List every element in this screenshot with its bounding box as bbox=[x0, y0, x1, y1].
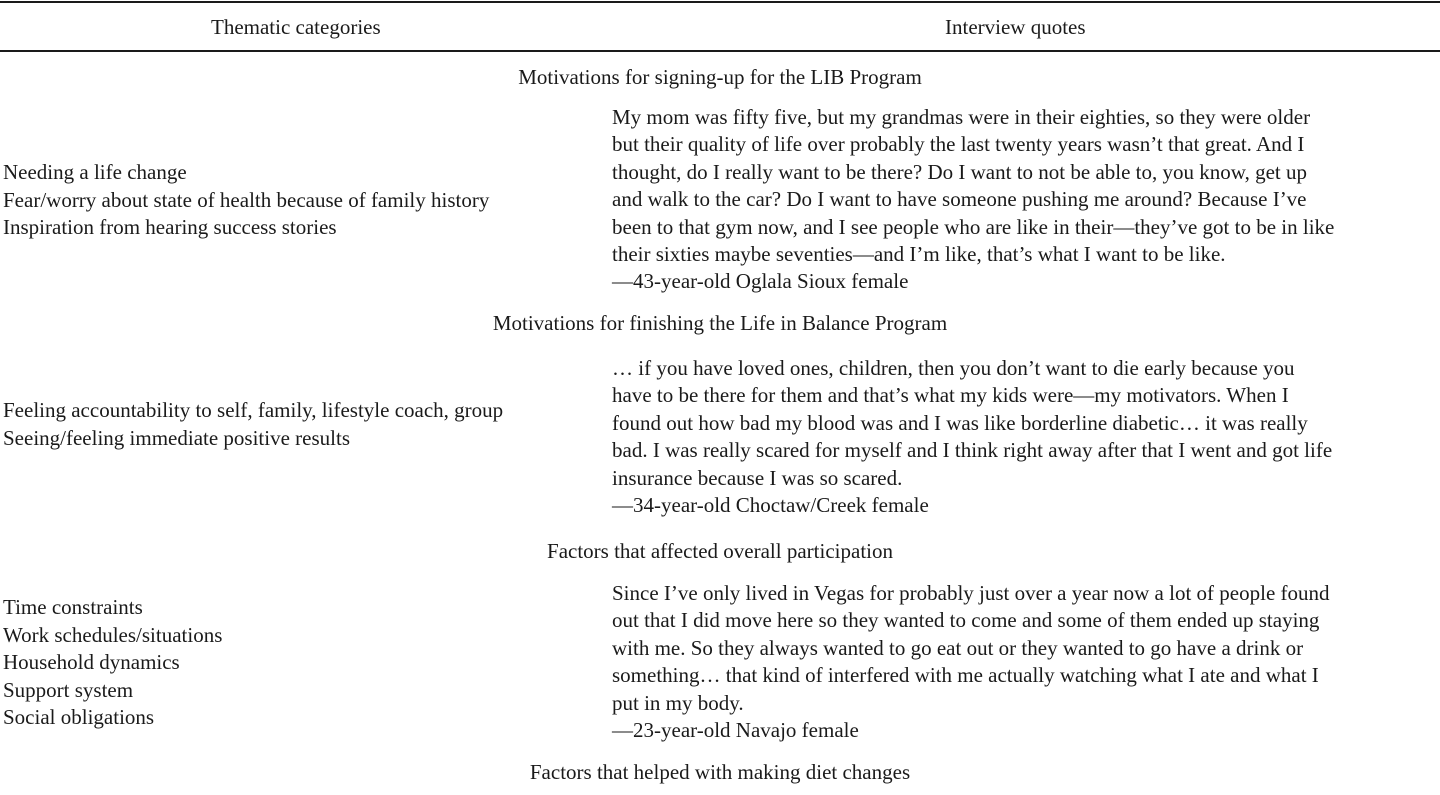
quote-line: but their quality of life over probably the last twenty years wasn’t that great. And I bbox=[612, 132, 1305, 157]
quote-line: bad. I was really scared for myself and I think right away after that I went and got life bbox=[612, 438, 1333, 463]
category-item: Fear/worry about state of health because of family history bbox=[3, 187, 490, 212]
category-item: Household dynamics bbox=[3, 650, 180, 674]
quote-line: found out how bad my blood was and I was like borderline diabetic… it was really bbox=[612, 410, 1308, 435]
quote-line: … if you have loved ones, children, then you don’t want to die early because you bbox=[612, 356, 1295, 380]
quote-attribution: —34-year-old Choctaw/Creek female bbox=[612, 493, 929, 518]
section-heading: Motivations for finishing the Life in Balance Program bbox=[492, 311, 948, 335]
quote-line: insurance because I was so scared. bbox=[612, 465, 903, 490]
thematic-category-list bbox=[3, 594, 222, 732]
section-heading: Factors that affected overall participation bbox=[547, 539, 893, 563]
category-item: Inspiration from hearing success stories bbox=[3, 215, 337, 239]
section-heading: Motivations for signing-up for the LIB Program bbox=[518, 65, 922, 89]
quote-line: and walk to the car? Do I want to have someone pushing me around? Because I’ve bbox=[612, 187, 1307, 212]
interview-quote bbox=[612, 104, 1438, 296]
category-item: Seeing/feeling immediate positive results bbox=[3, 425, 351, 450]
quote-line: with me. So they always wanted to go eat out or they wanted to go have a drink or bbox=[612, 635, 1304, 660]
quote-line: put in my body. bbox=[612, 690, 744, 715]
category-item: Feeling accountability to self, family, lifestyle coach, group bbox=[3, 398, 504, 422]
category-item: Support system bbox=[3, 677, 134, 702]
quote-attribution: —43-year-old Oglala Sioux female bbox=[612, 269, 909, 294]
quote-line: My mom was fifty five, but my grandmas were in their eighties, so they were older bbox=[612, 105, 1311, 129]
quote-line: their sixties maybe seventies—and I’m like, that’s what I want to be like. bbox=[612, 242, 1226, 267]
quote-line: Since I’ve only lived in Vegas for probably just over a year now a lot of people found bbox=[612, 581, 1330, 605]
category-item: Social obligations bbox=[3, 705, 155, 729]
category-item: Work schedules/situations bbox=[3, 622, 223, 647]
thematic-category-list bbox=[3, 397, 503, 452]
quote-line: thought, do I really want to be there? Do I want to not be able to, you know, get up bbox=[612, 159, 1307, 184]
interview-quote bbox=[612, 580, 1438, 744]
header-rule bbox=[0, 50, 1440, 52]
quote-line: out that I did move here so they wanted to come and some of them ended up staying bbox=[612, 608, 1320, 633]
thematic-category-list bbox=[3, 159, 489, 242]
quote-line: have to be there for them and that’s what my kids were—my motivators. When I bbox=[612, 383, 1289, 408]
quote-attribution: —23-year-old Navajo female bbox=[612, 718, 859, 743]
category-item: Needing a life change bbox=[3, 160, 187, 184]
table-top-rule bbox=[0, 1, 1440, 3]
interview-quote bbox=[612, 355, 1438, 519]
quote-line: been to that gym now, and I see people who are like in their—they’ve got to be in like bbox=[612, 214, 1335, 239]
category-item: Time constraints bbox=[3, 595, 143, 619]
section-heading: Factors that helped with making diet changes bbox=[529, 760, 911, 784]
column-header-interview-quotes: Interview quotes bbox=[945, 15, 1086, 39]
column-header-thematic-categories: Thematic categories bbox=[211, 15, 381, 39]
quote-line: something… that kind of interfered with me actually watching what I ate and what I bbox=[612, 663, 1319, 688]
